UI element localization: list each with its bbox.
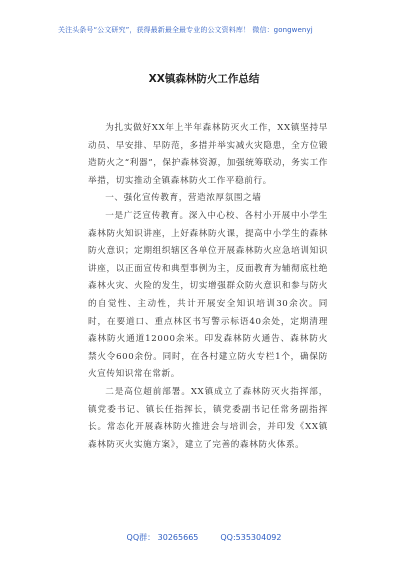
body-paragraph-deployment: 二是高位超前部署。XX镇成立了森林防灭火指挥部，镇党委书记、镇长任指挥长，镇党委副书记任常务副指挥长。常态化开展森林防火推进会与培训会，并印发《XX镇森林防灭火实施方案》，建立了完善的森林防火体系。 <box>88 386 328 450</box>
footer-qq-group: QQ群： 30265665 <box>126 533 199 542</box>
footer-qq-number: QQ:535304092 <box>220 533 282 542</box>
promo-banner: 关注头条号“公文研究”，获得最新最全最专业的公文资料库！ 微信：gongwenyj <box>58 26 313 34</box>
document-title: XX镇森林防火工作总结 <box>148 73 260 85</box>
section-heading: 一、强化宣传教育，营造浓厚氛围之墙 <box>105 193 262 204</box>
intro-paragraph: 为扎实做好XX年上半年森林防灭火工作，XX镇坚持早动员、早安排、早防范，多措并举实减火灾隐患，全方位锻造防火之“利器”，保护森林资源，加强统筹联动，务实工作举措，切实推动全镇森林防火工作平稳前行。 <box>88 123 328 186</box>
body-paragraph-publicity: 一是广泛宣传教育。深入中心校、各村小开展中小学生森林防火知识讲座，上好森林防火课，提高中小学生的森林防火意识；定期组织辖区各单位开展森林防火应急培训知识讲座，以正面宣传和典型事例为主，反面教育为辅彻底杜绝森林火灾、火险的发生，切实增强群众防火意识和参与防火的自觉性、主动性，共计开展安全知识培训30余次。同时，在要道口、重点林区书写警示标语40余处，定期清理森林防火通道12000余米。印发森林防火通告、森林防火禁火令600余份。同时，在各村建立防火专栏1个，确保防火宣传知识常在常新。 <box>88 210 328 380</box>
footer-contact <box>0 533 408 543</box>
document-body <box>88 120 328 454</box>
